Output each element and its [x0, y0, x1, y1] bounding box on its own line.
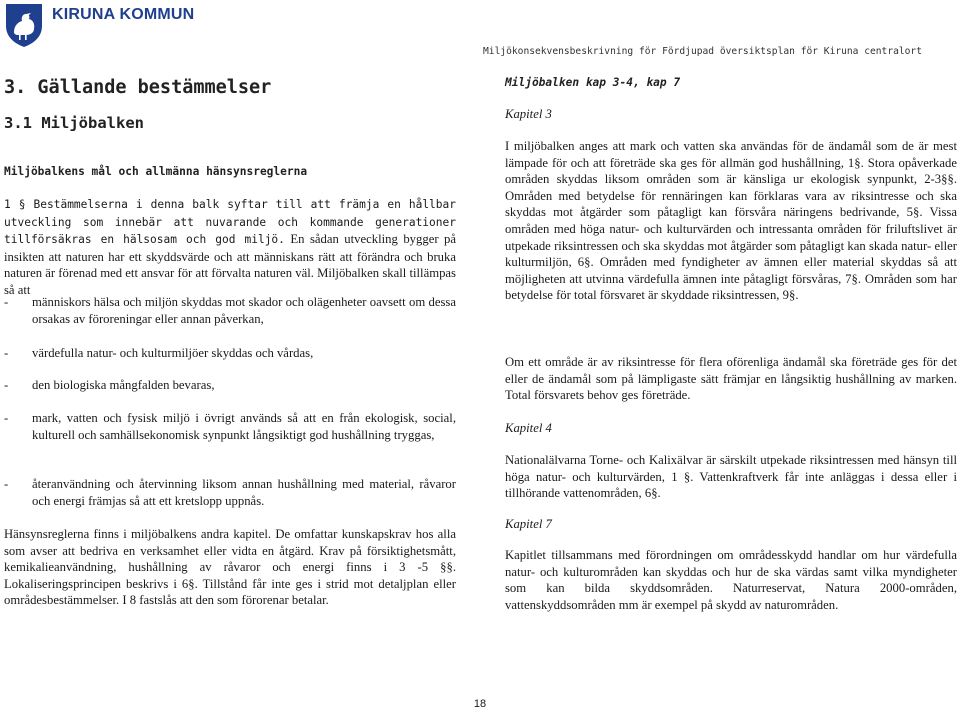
- intro-paragraph-serif: En sådan utveckling bygger på insikten att naturen har ett skyddsvärde och att människans rätt att förändra och bruka naturen är förenad med ett ansvar för att förvalta naturen väl. Miljöbalken skall tillämpas så att: [4, 232, 456, 297]
- list-item: [4, 476, 456, 509]
- list-item-text: värdefulla natur- och kulturmiljöer skyddas och vårdas,: [32, 346, 314, 360]
- closing-paragraph: Hänsynsreglerna finns i miljöbalkens andra kapitel. De omfattar kunskapskrav hos alla som avser att bedriva en verksamhet eller vidta en åtgärd. Krav på försiktighetsmått, kemikalieanvändning, hushållning av råvaror och energi finns i 3 -5 §§. Lokaliseringsprincipen beskrivs i 6§. Tillstånd får inte ges i strid mot detaljplan eller områdesbestämmelser. I 8 fastslås att den som förorenar betalar.: [4, 527, 456, 608]
- list-dash: -: [4, 346, 9, 360]
- chapter-3-text: I miljöbalken anges att mark och vatten ska användas för de ändamål som de är mest lämpade för och att företräde ska ges för allmän god hushållning, 1§. Stora opåverkade områden skyddas liksom områden som är känsliga ur ekologisk synpunkt, 2-3§§. Områden med betydelse för rennäringen kan förklaras vara av riksintresse och ska skyddas mot åtgärder som påtagligt kan försvåra näringens bedrivande, 5§. Vissa områden med höga natur- och kulturvärden och intressanta områden för friluftslivet är utpekade riksintressen och ska skyddas mot åtgärder som påtagligt kan skada natur- eller kulturmiljön, 6§. Områden med fyndigheter av ämnen eller material skyddas så att möjligheten att utvinna värdefulla ämnen inte påtagligt försvåras, 7§. Områden som har betydelse för total försvaret är skyddade riksintressen, 9§.: [505, 139, 957, 303]
- list-dash: -: [4, 411, 9, 425]
- right-column-heading: Miljöbalken kap 3-4, kap 7: [505, 76, 681, 89]
- list-item: [4, 294, 456, 327]
- list-item-text: människors hälsa och miljön skyddas mot skador och olägenheter oavsett om dessa orsakas av föroreningar eller annan påverkan,: [32, 295, 456, 326]
- list-item: [4, 410, 456, 443]
- list-dash: -: [4, 378, 9, 392]
- chapter-7-title: Kapitel 7: [505, 517, 552, 531]
- sub-subsection-heading: Miljöbalkens mål och allmänna hänsynsreglerna: [4, 165, 308, 178]
- page-number: 18: [473, 698, 487, 710]
- chapter-4-text: Nationalälvarna Torne- och Kalixälvar är särskilt utpekade riksintressen med hänsyn till höga natur- och kulturvärden, 1 §. Vattenkraftverk får inte anläggas i dessa eller i tillhörande vattenområden, 6§.: [505, 453, 957, 501]
- running-head: Miljökonsekvensbeskrivning för Fördjupad översiktsplan för Kiruna centralort: [483, 46, 922, 57]
- subsection-heading: 3.1 Miljöbalken: [4, 114, 144, 132]
- organization-name: KIRUNA KOMMUN: [52, 6, 195, 23]
- list-dash: -: [4, 477, 9, 491]
- list-item: [4, 377, 456, 394]
- chapter-7-text: Kapitlet tillsammans med förordningen om områdesskydd handlar om hur värdefulla natur- och kulturområden kan skyddas och hur de ska värdas samt vilka myndigheter som kan bilda skyddsområden. Naturreservat, Natura 2000-områden, vattenskyddsområden mm är exempel på skydd av naturområden.: [505, 548, 957, 612]
- list-item: [4, 345, 456, 362]
- list-item-text: mark, vatten och fysisk miljö i övrigt används så att en från ekologisk, social, kulturell och samhällsekonomisk synpunkt långsiktigt god hushållning tryggas,: [32, 411, 456, 442]
- intro-paragraph-mono: 1 § Bestämmelserna i denna balk syftar till att främja en hållbar utveckling som innebär att nuvarande och kommande generationer tillförsäkras en hälsosam och god miljö.: [4, 198, 456, 247]
- kiruna-coat-of-arms-logo: [4, 2, 44, 48]
- intro-paragraph: [4, 196, 456, 299]
- chapter-3-title: Kapitel 3: [505, 107, 552, 121]
- chapter-3-text-continued: Om ett område är av riksintresse för flera oförenliga ändamål ska företräde ges för det eller de ändamål som på lämpligaste sätt främjar en långsiktig hushållning av marken. Total försvarets behov ges företräde.: [505, 355, 957, 403]
- list-item-text: återanvändning och återvinning liksom annan hushållning med material, råvaror och energi främjas så att ett kretslopp uppnås.: [32, 477, 456, 508]
- list-item-text: den biologiska mångfalden bevaras,: [32, 378, 215, 392]
- list-dash: -: [4, 295, 9, 309]
- chapter-4-title: Kapitel 4: [505, 421, 552, 435]
- section-heading: 3. Gällande bestämmelser: [4, 77, 272, 98]
